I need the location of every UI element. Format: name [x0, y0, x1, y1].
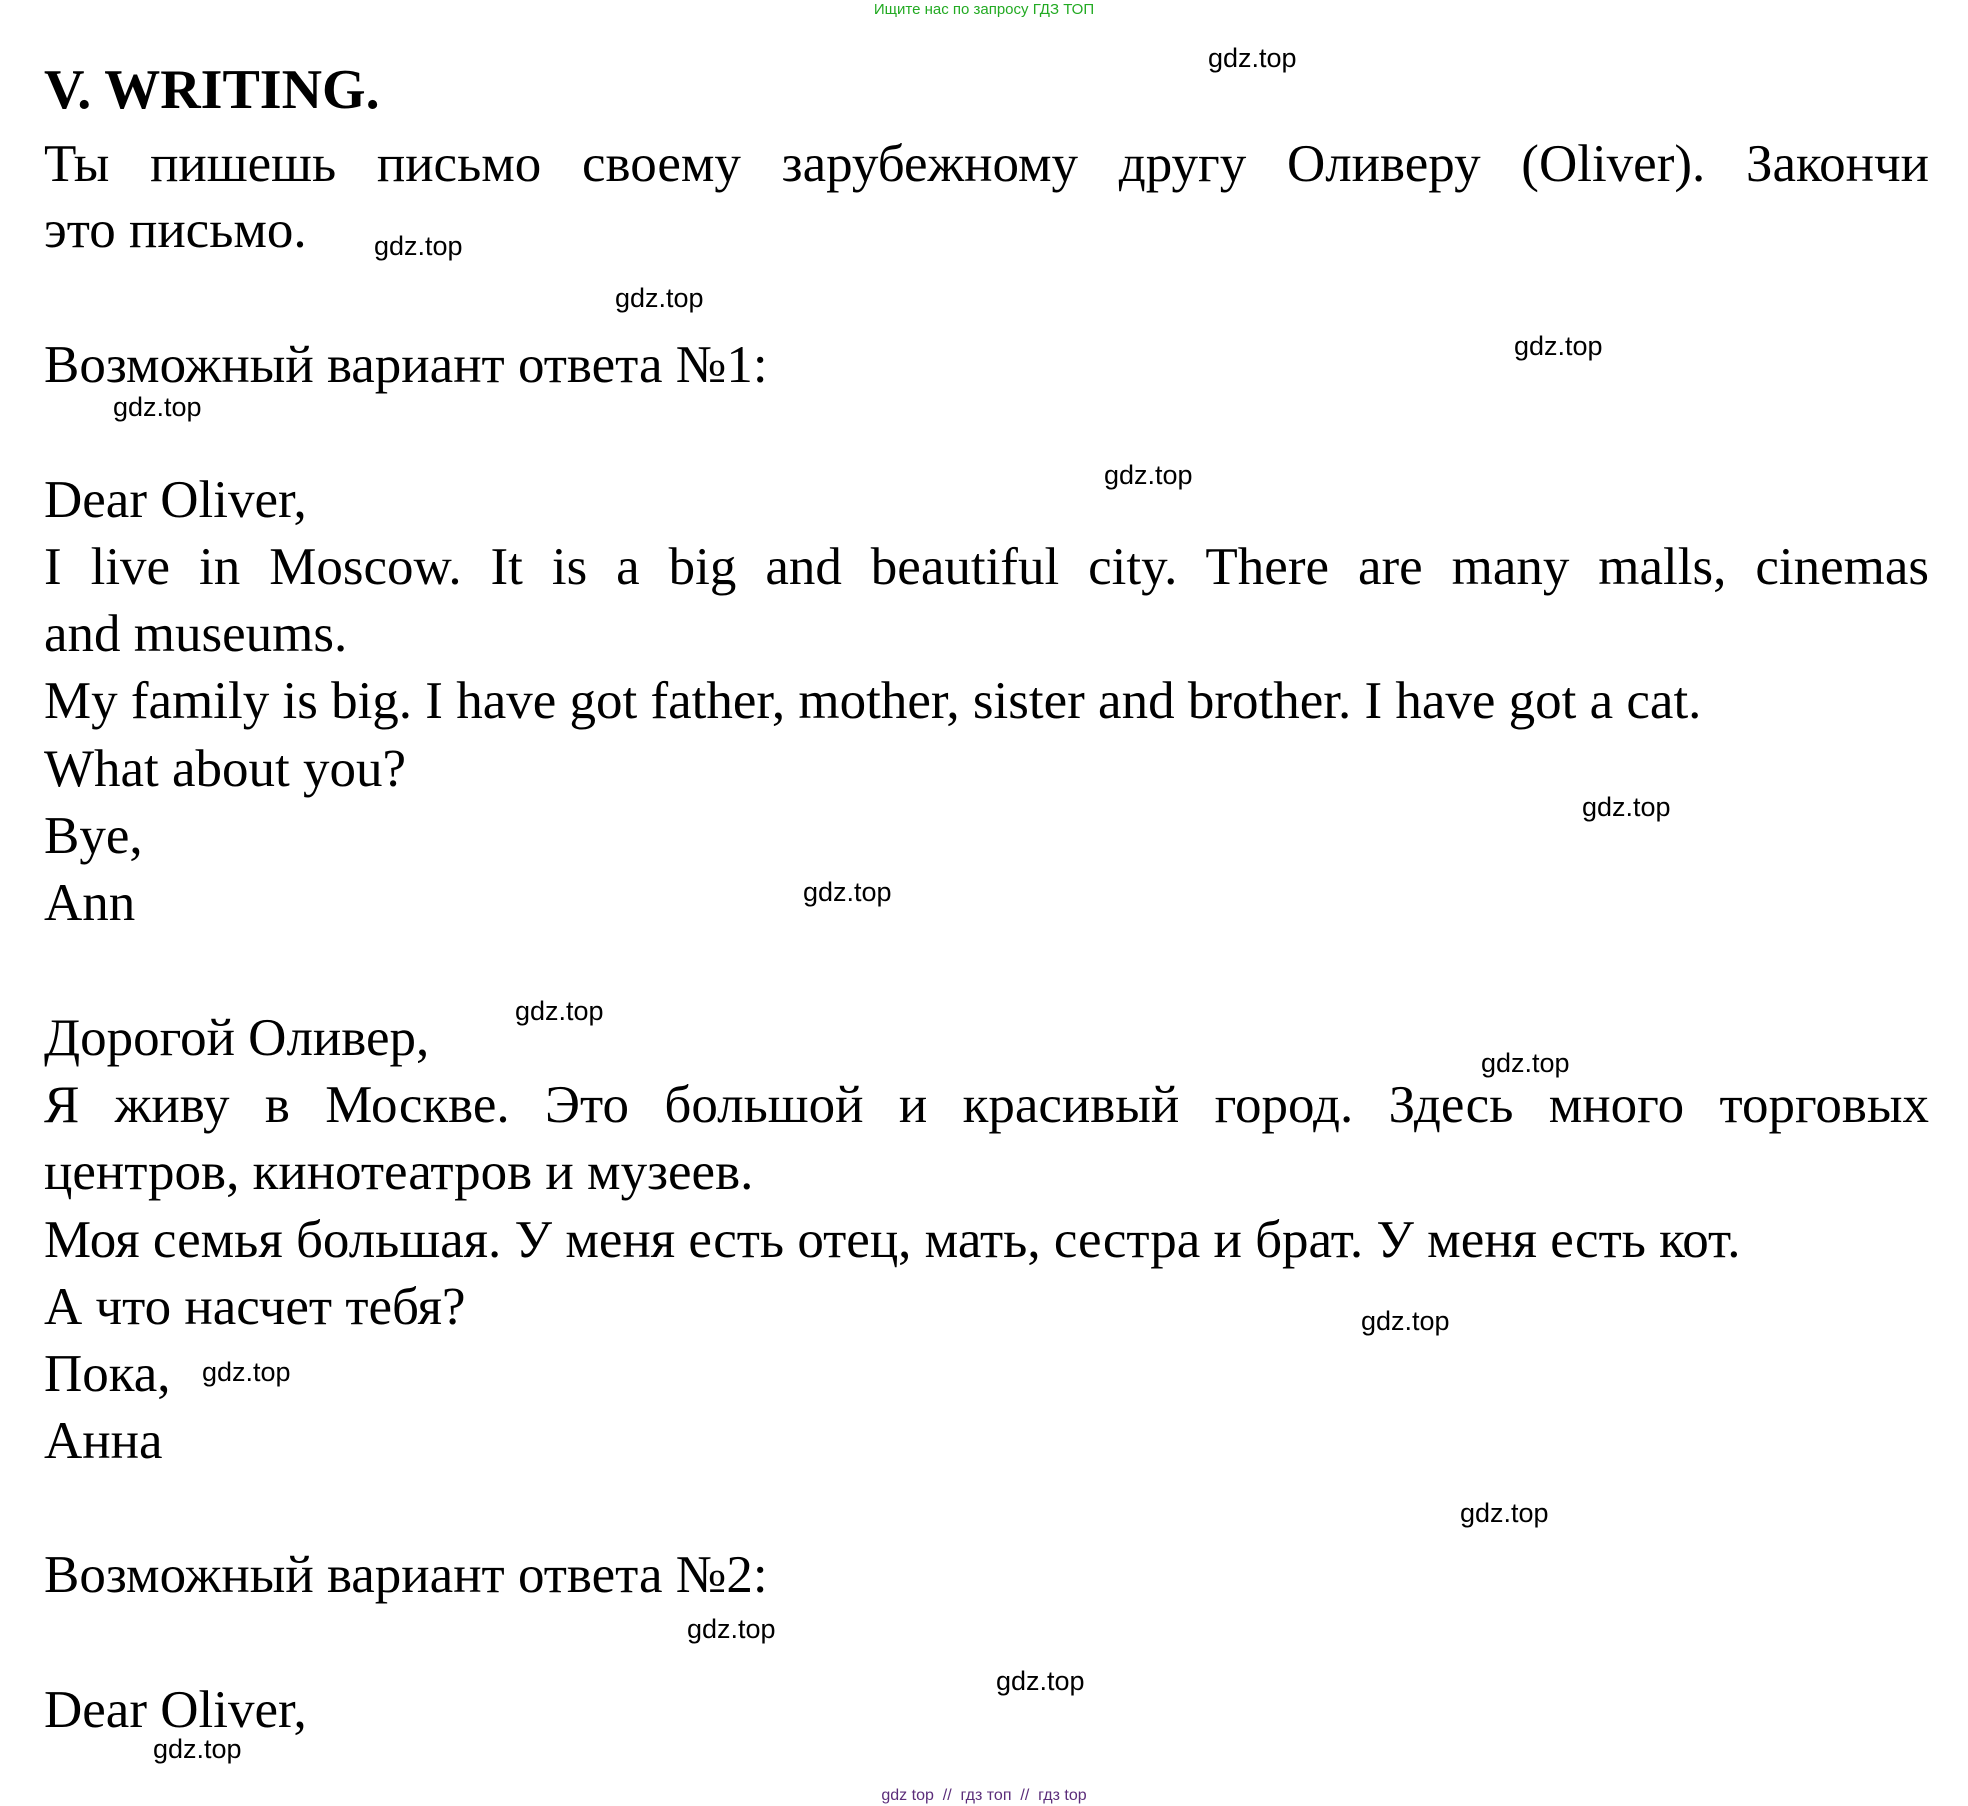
watermark: gdz.top	[803, 877, 892, 907]
watermark: gdz.top	[1582, 792, 1671, 822]
watermark: gdz.top	[153, 1734, 242, 1764]
letter-ru-line-2: центров, кинотеатров и музеев.	[44, 1143, 754, 1201]
watermark: gdz.top	[113, 392, 202, 422]
letter-ru-signature: Анна	[44, 1412, 163, 1470]
letter-en-greeting: Dear Oliver,	[44, 471, 307, 529]
letter-ru-line-1: Я живу в Москве. Это большой и красивый город. Здесь много торговых	[44, 1076, 1929, 1134]
watermark: gdz.top	[202, 1357, 291, 1387]
watermark: gdz.top	[1514, 331, 1603, 361]
watermark: gdz.top	[1361, 1306, 1450, 1336]
variant-2-heading: Возможный вариант ответа №2:	[44, 1546, 768, 1604]
task-text-line-2: это письмо.	[44, 201, 307, 259]
letter-ru-line-4: А что насчет тебя?	[44, 1278, 466, 1336]
letter-ru-greeting: Дорогой Оливер,	[44, 1009, 430, 1067]
letter-en-signature: Ann	[44, 874, 136, 932]
task-text-line-1: Ты пишешь письмо своему зарубежному другу Оливеру (Oliver). Закончи	[44, 135, 1929, 193]
watermark: gdz.top	[515, 996, 604, 1026]
variant-1-heading: Возможный вариант ответа №1:	[44, 336, 768, 394]
section-title: V. WRITING.	[44, 59, 380, 121]
watermark: gdz.top	[1104, 460, 1193, 490]
watermark: gdz.top	[687, 1614, 776, 1644]
letter-en-line-4: What about you?	[44, 740, 407, 798]
watermark: gdz.top	[996, 1666, 1085, 1696]
letter-ru-line-3: Моя семья большая. У меня есть отец, мать, сестра и брат. У меня есть кот.	[44, 1211, 1741, 1269]
footer-links: gdz top // гдз топ // гдз top	[881, 1787, 1087, 1804]
letter-en-line-2: and museums.	[44, 605, 348, 663]
watermark: gdz.top	[374, 231, 463, 261]
watermark: gdz.top	[615, 283, 704, 313]
variant-2-greeting: Dear Oliver,	[44, 1681, 307, 1739]
letter-en-line-3: My family is big. I have got father, mother, sister and brother. I have got a cat.	[44, 672, 1702, 730]
letter-en-closing: Bye,	[44, 807, 143, 865]
letter-ru-closing: Пока,	[44, 1345, 171, 1403]
watermark: gdz.top	[1460, 1498, 1549, 1528]
top-banner: Ищите нас по запросу ГДЗ ТОП	[873, 1, 1095, 18]
letter-en-line-1: I live in Moscow. It is a big and beautiful city. There are many malls, cinemas	[44, 538, 1929, 596]
watermark: gdz.top	[1481, 1048, 1570, 1078]
watermark: gdz.top	[1208, 43, 1297, 73]
